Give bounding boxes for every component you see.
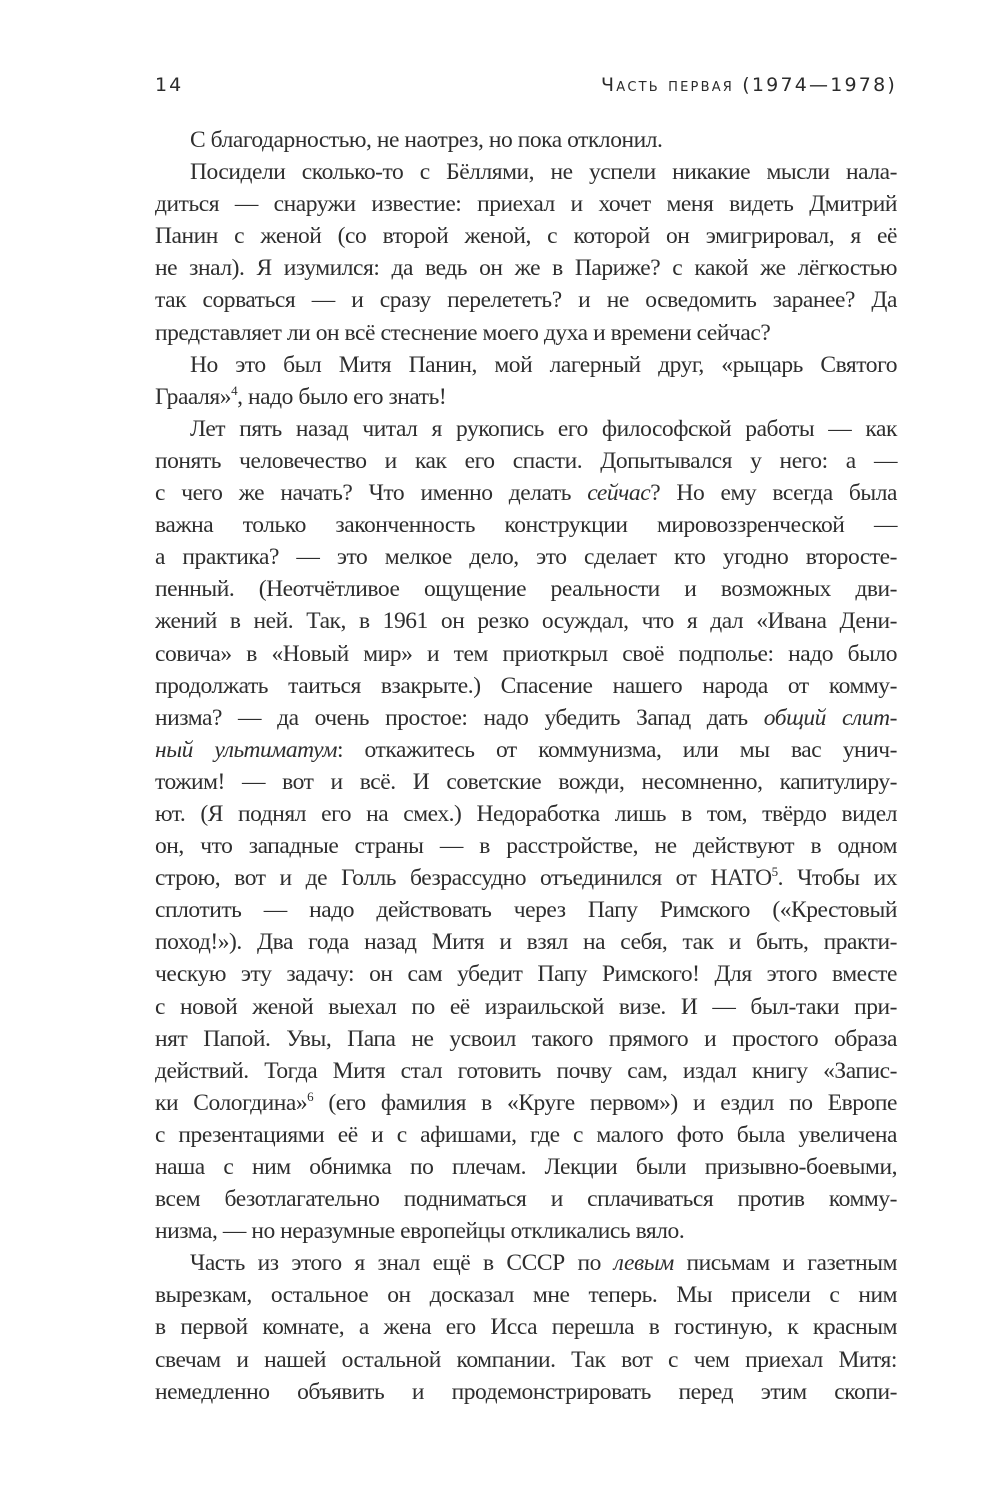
italic-run: сейчас (587, 480, 651, 507)
text-line (155, 349, 897, 381)
text-line (155, 894, 897, 926)
text-run: (его фамилия в «Круге первом») и ездил по Европе (313, 1089, 897, 1116)
text-run: в первой комнате, а жена его Исса перешла в гостиную, к красным (155, 1314, 897, 1341)
text-run: сплотить — надо действовать через Папу Римского («Крестовый (155, 897, 897, 924)
paragraph (155, 413, 897, 1247)
text-line (155, 252, 897, 284)
text-run: с новой женой выехал по её израильской визе. И — был-таки при- (155, 993, 897, 1020)
text-line (155, 445, 897, 477)
text-run: продолжать таиться взакрыте.) Спасение нашего народа от комму- (155, 672, 897, 699)
text-run: ческую эту задачу: он сам убедит Папу Римского! Для этого вместе (155, 961, 897, 988)
text-run: Грааля» (155, 383, 232, 410)
text-line (155, 124, 897, 156)
text-run: С благодарностью, не наотрез, но пока отклонил. (190, 127, 663, 153)
text-run: с чего же начать? Что именно делать (155, 480, 588, 507)
text-line (155, 702, 897, 734)
text-run: ют. (Я поднял его на смех.) Недоработка лишь в том, твёрдо видел (155, 800, 897, 827)
text-run: , надо было его знать! (237, 383, 447, 410)
text-line (155, 573, 897, 605)
text-run: понять человечество и как его спасти. Допытывался у него: а — (155, 447, 897, 474)
text-line (155, 317, 897, 349)
text-run: немедленно объявить и продемонстрировать перед этим скопи- (155, 1378, 897, 1405)
text-line (155, 798, 897, 830)
text-run: тожим! — вот и всё. И советские вожди, несомненно, капитулиру- (155, 768, 897, 795)
text-run: строю, вот и де Голль безрассудно отъединился от НАТО (155, 865, 772, 892)
running-head (155, 74, 897, 104)
footnote-ref: 4 (231, 382, 238, 398)
text-run: нят Папой. Увы, Папа не усвоил такого прямого и простого образа (155, 1025, 897, 1052)
text-line (155, 1279, 897, 1311)
text-run: письмам и газетным (673, 1250, 897, 1277)
text-line (155, 991, 897, 1023)
text-run: совича» в «Новый мир» и тем приоткрыл своё подполье: надо было (155, 640, 897, 667)
text-run: наша с ним обнимка по плечам. Лекции были призывно-боевыми, (155, 1154, 897, 1180)
text-run: представляет ли он всё стеснение моего духа и времени сейчас? (155, 319, 771, 346)
text-run: действий. Тогда Митя стал готовить почву сам, издал книгу «Запис- (155, 1057, 897, 1084)
body-text (155, 124, 897, 1408)
text-run: так сорваться — и сразу перелететь? и не осведомить заранее? Да (155, 287, 897, 314)
italic-run: ный ультиматум (155, 736, 338, 763)
text-line (155, 1215, 897, 1247)
paragraph (155, 1247, 897, 1407)
running-title: Часть первая (1974—1978) (601, 74, 897, 96)
text-run: Панин с женой (со второй женой, с которой он эмигрировал, я её (155, 223, 897, 250)
text-line (155, 188, 897, 220)
text-run: вырезкам, остальное он досказал мне теперь. Мы присели с ним (155, 1282, 897, 1309)
text-run: он, что западные страны — в расстройстве, не действуют в одном (155, 833, 897, 860)
text-run: поход!»). Два года назад Митя и взял на себя, так и быть, практи- (155, 929, 897, 956)
text-line (155, 413, 897, 445)
text-line (155, 1344, 897, 1376)
text-run: низма, — но неразумные европейцы откликались вяло. (155, 1218, 685, 1245)
paragraph (155, 349, 897, 413)
text-line (155, 1023, 897, 1055)
text-run: свечам и нашей остальной компании. Так вот с чем приехал Митя: (155, 1346, 897, 1373)
italic-run: общий слит- (763, 704, 897, 731)
text-line (155, 1119, 897, 1151)
text-run: диться — снаружи известие: приехал и хочет меня видеть Дмитрий (155, 191, 897, 218)
text-line (155, 1087, 897, 1119)
text-line (155, 830, 897, 862)
text-run: а практика? — это мелкое дело, это сделает кто угодно второсте- (155, 544, 897, 571)
paragraph (155, 156, 897, 349)
text-run: низма? — да очень простое: надо убедить Запад дать (155, 704, 764, 731)
text-run: ? Но ему всегда была (650, 480, 898, 507)
text-line (155, 1151, 897, 1183)
text-run: важна только законченность конструкции мировоззренческой — (155, 512, 897, 539)
text-line (155, 477, 897, 509)
text-line (155, 958, 897, 990)
text-run: Лет пять назад читал я рукопись его философской работы — как (190, 415, 897, 442)
text-line (155, 862, 897, 894)
text-line (155, 541, 897, 573)
text-run: Посидели сколько-то с Бёллями, не успели никакие мысли нала- (190, 159, 897, 186)
text-run: с презентациями её и с афишами, где с малого фото была увеличена (155, 1121, 897, 1148)
text-line (155, 605, 897, 637)
text-line (155, 381, 897, 413)
text-line (155, 509, 897, 541)
text-run: пенный. (Неотчётливое ощущение реальности и возможных дви- (155, 576, 897, 603)
text-run: . Чтобы их (777, 865, 897, 892)
text-run: : откажитесь от коммунизма, или мы вас унич- (337, 736, 897, 763)
text-line (155, 766, 897, 798)
text-line (155, 156, 897, 188)
page-number: 14 (155, 74, 184, 96)
italic-run: левым (613, 1250, 674, 1277)
text-line (155, 284, 897, 316)
text-run: Но это был Митя Панин, мой лагерный друг, «рыцарь Святого (190, 351, 897, 378)
text-line (155, 670, 897, 702)
text-run: Часть из этого я знал ещё в СССР по (190, 1250, 614, 1277)
text-line (155, 1055, 897, 1087)
text-line (155, 1183, 897, 1215)
paragraph (155, 124, 897, 156)
text-line (155, 220, 897, 252)
text-line (155, 926, 897, 958)
text-run: жений в ней. Так, в 1961 он резко осуждал, что я дал «Ивана Дени- (155, 608, 897, 635)
text-run: не знал). Я изумился: да ведь он же в Париже? с какой же лёгкостью (155, 255, 897, 282)
text-line (155, 734, 897, 766)
text-line (155, 1376, 897, 1408)
text-run: ки Сологдина» (155, 1089, 308, 1116)
text-run: всем безотлагательно подниматься и сплачиваться против комму- (155, 1186, 897, 1213)
footnote-ref: 6 (307, 1088, 314, 1104)
footnote-ref: 5 (771, 864, 778, 880)
text-line (155, 1247, 897, 1279)
text-line (155, 638, 897, 670)
text-line (155, 1311, 897, 1343)
